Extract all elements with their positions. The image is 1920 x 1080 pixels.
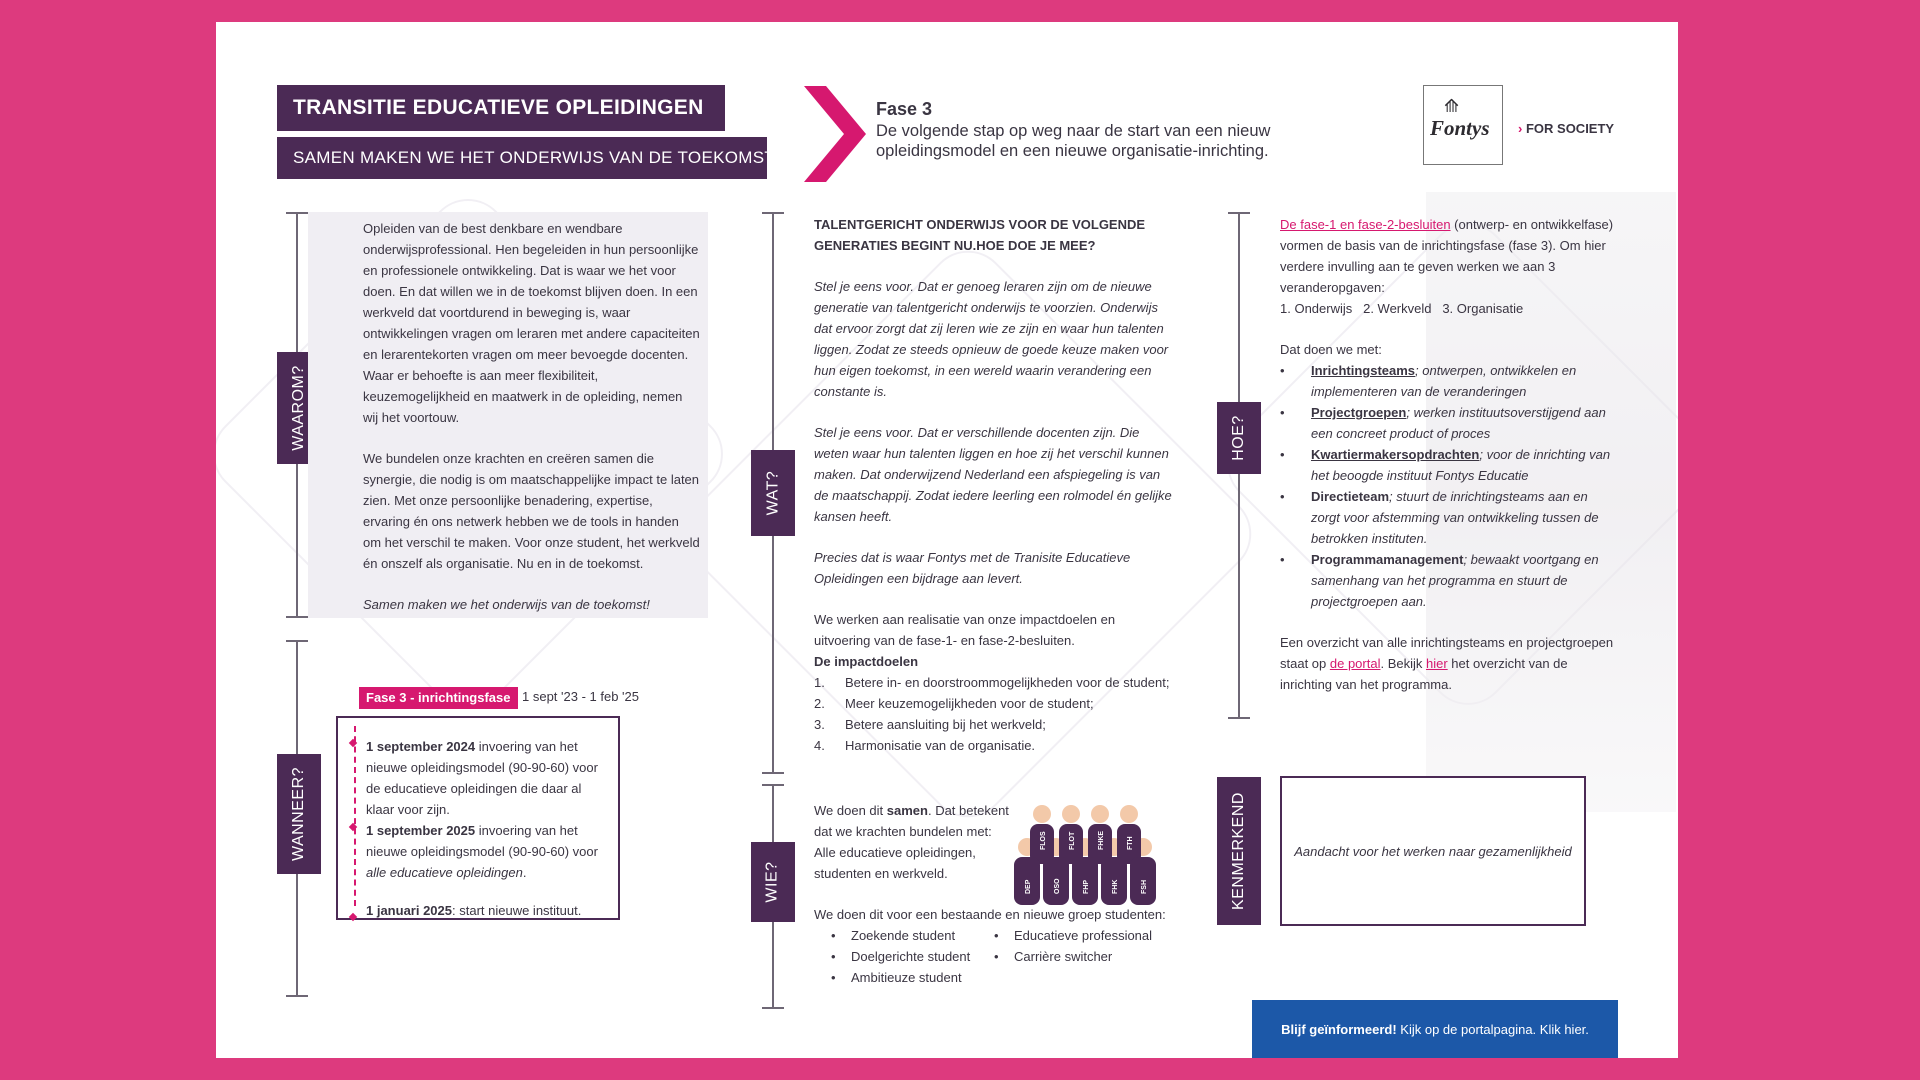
groups-list-right — [994, 925, 1184, 967]
list-item: • Programmamanagement; bewaakt voortgang en samenhang van het programma en stuurt de projectgroepen aan. — [1280, 549, 1615, 612]
wat-heading: TALENTGERICHT ONDERWIJS VOOR DE VOLGENDE GENERATIES BEGINT NU.HOE DOE JE MEE? — [814, 217, 1146, 253]
list-item: • Inrichtingsteams; ontwerpen, ontwikkelen en implementeren van de veranderingen — [1280, 360, 1615, 402]
list-item: • Doelgerichte student — [831, 946, 1001, 967]
timeline-tick — [286, 616, 308, 618]
tab-wanneer: WANNEER? — [277, 754, 321, 874]
list-item: • Educatieve professional — [994, 925, 1184, 946]
goals-list — [814, 672, 1174, 756]
timeline-tick — [1228, 212, 1250, 214]
tab-waarom: WAAROM? — [277, 352, 321, 464]
timeline-tick — [1228, 717, 1250, 719]
tab-kenmerkend: KENMERKEND — [1217, 777, 1261, 925]
timeline-tick — [286, 995, 308, 997]
timeline-box — [336, 716, 620, 920]
timeline-tick — [286, 212, 308, 214]
page-title: TRANSITIE EDUCATIEVE OPLEIDINGEN — [277, 85, 725, 131]
portal-link[interactable]: de portal — [1329, 656, 1381, 671]
timeline-item: 1 september 2025 invoering van het nieuwe opleidingsmodel (90-90-60) voor alle educatieve opleidingen. — [366, 823, 598, 880]
chevron-right-icon — [796, 84, 876, 184]
goals-title: De impactdoelen — [814, 654, 919, 669]
fase-title: Fase 3 — [876, 99, 933, 119]
hoe-list — [1280, 360, 1615, 612]
timeline-item: 1 september 2024 invoering van het nieuwe opleidingsmodel (90-90-60) voor de educatieve opleidingen die daar al klaar voor zijn. — [366, 739, 598, 817]
infographic-sheet — [216, 22, 1678, 1058]
timeline-dashed-line — [354, 726, 356, 906]
tab-wat: WAT? — [751, 450, 795, 536]
hoe-text: De fase-1 en fase-2-besluiten (ontwerp- en ontwikkelfase) vormen de basis van de inrichtingsfase (fase 3). Om hier verdere invulling aan te geven werken we aan 3 veranderopgaven: 1. Onderwijs 2. Werkveld 3. Organisatie Dat doen we met: • Inrichtingsteams; ontwerpen, ontwikkelen en implementeren van de veranderingen • Projectgroepen; werken instituutsoverstijgend aan een concreet product of proces • Kwartiermakersopdrachten; voor de inrichting van het beoogde instituut Fontys Educatie • Directieteam; stuurt de inrichtingsteams aan en zorgt voor afstemming van ontwikkeling tussen de betrokken instituten. • Programmamanagement; bewaakt voortgang en samenhang van het programma en stuurt de projectgroepen aan. Een overzicht van alle inrichtingsteams en projectgroepen staat op de portal. Bekijk hier het overzicht van de inrichting van het programma. — [1280, 214, 1615, 715]
tab-wie: WIE? — [751, 842, 795, 922]
timeline-tick — [762, 212, 784, 214]
list-item: 4. Harmonisatie van de organisatie. — [814, 738, 1036, 753]
people-illustration — [1002, 802, 1172, 907]
wat-text: TALENTGERICHT ONDERWIJS VOOR DE VOLGENDE GENERATIES BEGINT NU.HOE DOE JE MEE? Stel je eens voor. Dat er genoeg leraren zijn om de nieuwe generatie van talentgericht onderwijs te voorzien. Onderwijs dat ervoor zorgt dat zij leren wie ze zijn en waar hun talenten liggen. Zodat ze steeds opnieuw de goede keuze maken voor hun eigen toekomst, in een wereld waarin verandering een constante is. Stel je eens voor. Dat er verschillende docenten zijn. Die weten waar hun talenten liggen en hoe zij het verschil kunnen maken. Dat onderwijzend Nederland een afspiegeling is van de maatschappij. Zodat iedere leerling een rolmodel én gelijke kansen heeft. Precies dat is waar Fontys met de Tranisite Educatieve Opleidingen een bijdrage aan levert. We werken aan realisatie van onze impactdoelen en uitvoering van de fase-1- en fase-2-besluiten. De impactdoelen 1. Betere in- en doorstroommogelijkheden voor de student; 2. Meer keuzemogelijkheden voor de student; 3. Betere aansluiting bij het werkveld; 4. Harmonisatie van de organisatie. — [814, 214, 1174, 756]
list-item: • Kwartiermakersopdrachten; voor de inrichting van het beoogde instituut Fontys Educatie — [1280, 444, 1615, 486]
tab-hoe: HOE? — [1217, 402, 1261, 474]
chevron-small-icon: › — [1518, 121, 1523, 136]
svg-text:FLOS: FLOS — [1040, 831, 1047, 850]
fase-badge: Fase 3 - inrichtingsfase — [359, 687, 518, 709]
svg-text:DEP: DEP — [1025, 879, 1032, 894]
svg-text:OSO: OSO — [1054, 878, 1061, 894]
svg-text:FHKE: FHKE — [1098, 830, 1105, 850]
list-item: • Carrière switcher — [994, 946, 1184, 967]
page-subtitle: SAMEN MAKEN WE HET ONDERWIJS VAN DE TOEKOMST — [277, 137, 767, 179]
svg-text:FSH: FSH — [1141, 880, 1148, 894]
timeline-dot — [349, 913, 357, 921]
portal-cta-button[interactable]: Blijf geïnformeerd! Kijk op de portalpagina. Klik hier. — [1252, 1000, 1618, 1058]
list-item: • Directieteam; stuurt de inrichtingsteams aan en zorgt voor afstemming van ontwikkeling tussen de betrokken instituten. — [1280, 486, 1615, 549]
wie-groups-text: We doen dit voor een bestaande en nieuwe groep studenten: — [814, 907, 1166, 922]
fase-dates: 1 sept '23 - 1 feb '25 — [522, 689, 639, 704]
kenmerkend-box: Aandacht voor het werken naar gezamenlijkheid — [1280, 776, 1586, 926]
bird-icon: ⟰ — [1444, 96, 1460, 116]
fase-besluiten-link[interactable]: De fase-1 en fase-2-besluiten — [1280, 217, 1451, 232]
logo-text: Fontys — [1430, 116, 1490, 140]
timeline-tick — [286, 640, 308, 642]
tagline: › FOR SOCIETY — [1518, 121, 1615, 136]
waarom-text: Opleiden van de best denkbare en wendbare onderwijsprofessional. Hen begeleiden in hun persoonlijke en professionele ontwikkeling. Dat is waar we het voor doen. En dat willen we in de toekomst blijven doen. In een werkveld dat voortdurend in beweging is, waar ontwikkelingen vragen om leraren met andere capaciteiten en lerarentekorten vragen om meer bevoegde docenten. Waar er behoefte is aan meer flexibiliteit, keuzemogelijkheid en maatwerk in de opleiding, nemen wij het voortouw. We bundelen onze krachten en creëren samen die synergie, die nodig is om maatschappelijke impact te laten zien. Met onze persoonlijke benadering, expertise, ervaring én ons netwerk hebben we de tools in handen om het verschil te maken. Voor onze student, het werkveld én onszelf als organisatie. Nu en in de toekomst. Samen maken we het onderwijs van de toekomst! — [308, 212, 708, 618]
svg-text:FHK: FHK — [1112, 879, 1119, 894]
fontys-logo — [1423, 85, 1503, 165]
wie-text: We doen dit samen. Dat betekent dat we krachten bundelen met: Alle educatieve opleidingen, studenten en werkveld. — [814, 803, 1009, 881]
timeline-item: 1 januari 2025: start nieuwe instituut. — [366, 903, 582, 918]
timeline-tick — [762, 1007, 784, 1009]
list-item: 1. Betere in- en doorstroommogelijkheden voor de student; — [814, 675, 1170, 690]
veranderopgaven: 1. Onderwijs 2. Werkveld 3. Organisatie — [1280, 301, 1524, 316]
svg-text:FHP: FHP — [1083, 880, 1090, 894]
groups-list-left — [831, 925, 1001, 988]
svg-text:FLOT: FLOT — [1069, 831, 1076, 850]
timeline-tick — [762, 772, 784, 774]
list-item: 3. Betere aansluiting bij het werkveld; — [814, 717, 1046, 732]
fase-subtitle: De volgende stap op weg naar de start van een nieuw opleidingsmodel en een nieuwe organisatie-inrichting. — [876, 122, 1271, 160]
list-item: • Zoekende student — [831, 925, 1001, 946]
list-item: 2. Meer keuzemogelijkheden voor de student; — [814, 696, 1094, 711]
list-item: • Ambitieuze student — [831, 967, 1001, 988]
hier-link[interactable]: hier — [1425, 656, 1448, 671]
svg-text:FTH: FTH — [1127, 836, 1134, 850]
timeline-tick — [762, 784, 784, 786]
list-item: • Projectgroepen; werken instituutsoverstijgend aan een concreet product of proces — [1280, 402, 1615, 444]
